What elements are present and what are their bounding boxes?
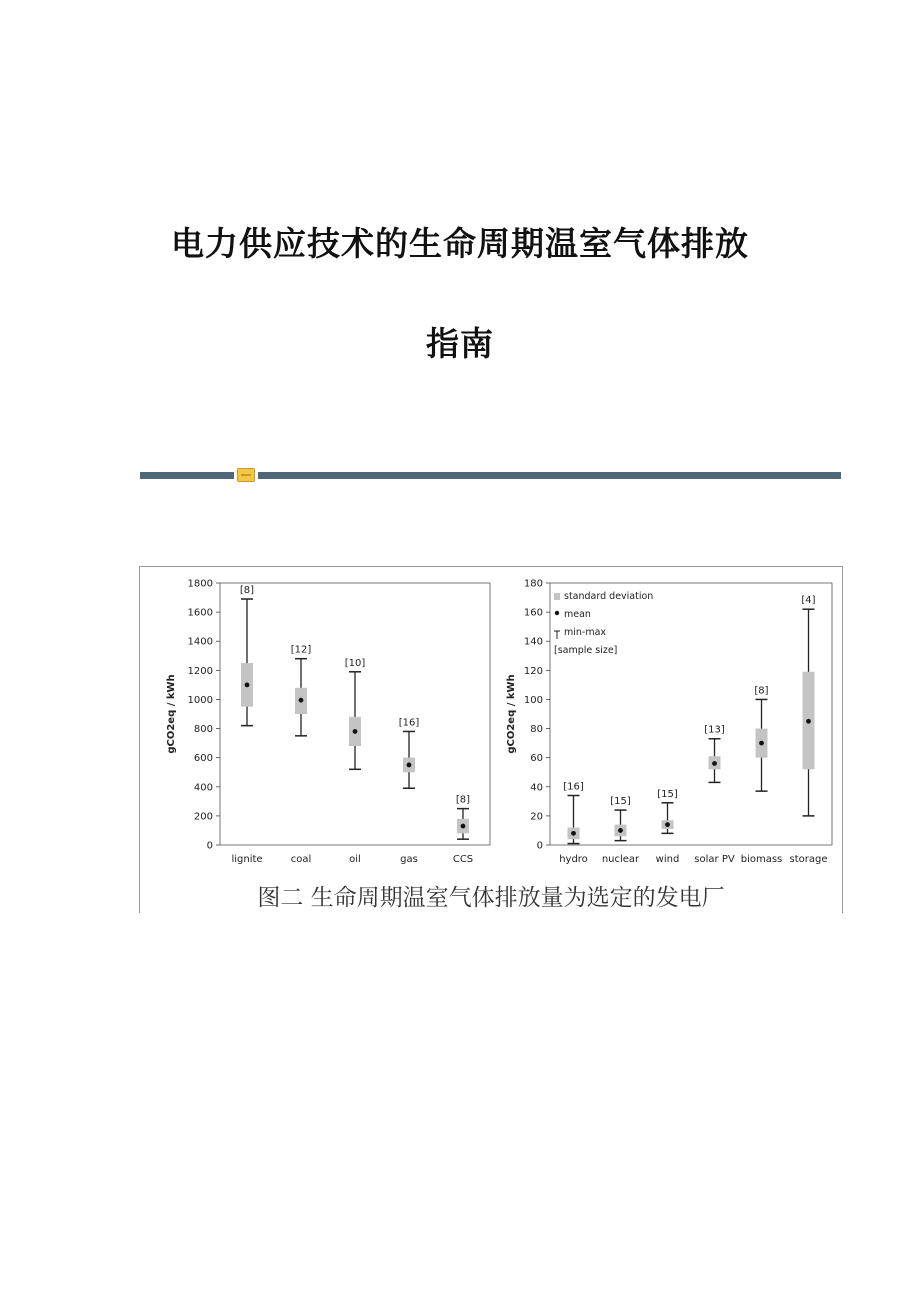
chart2-y-axis-label: gCO2eq / kWh [506, 674, 517, 754]
chart2-legend-label: standard deviation [564, 591, 654, 602]
chart2-mean-point [759, 741, 764, 746]
chart1-y-tick-label: 1200 [187, 665, 213, 677]
divider-bar-right [258, 472, 841, 479]
chart1-mean-point [245, 682, 250, 687]
chart1-y-tick-label: 1400 [187, 636, 213, 648]
chart1-mean-point [407, 763, 412, 768]
chart1-mean-point [299, 698, 304, 703]
chart2-y-tick-label: 80 [530, 724, 543, 736]
chart1-x-tick-label: coal [290, 854, 312, 865]
chart2-legend-label: mean [564, 609, 591, 620]
chart1-y-tick-label: 1600 [187, 607, 213, 619]
chart1-mean-point [353, 729, 358, 734]
chart1-y-tick-label: 200 [193, 811, 213, 823]
chart2-legend-mean-swatch [555, 611, 559, 615]
chart2-y-tick-label: 120 [523, 665, 543, 677]
divider-badge-icon [237, 468, 255, 482]
chart2-mean-point [618, 828, 623, 833]
chart2-mean-point [806, 719, 811, 724]
chart2-x-tick-label: nuclear [601, 854, 640, 865]
document-title-line-1: 电力供应技术的生命周期温室气体排放 [171, 224, 749, 263]
chart1-y-axis-label: gCO2eq / kWh [166, 674, 177, 754]
chart2-y-tick-label: 140 [523, 636, 543, 648]
emissions-charts [140, 567, 842, 879]
section-divider [140, 466, 841, 484]
chart1-y-tick-label: 600 [193, 753, 213, 765]
chart1-mean-point [461, 824, 466, 829]
chart1-sample-size-label: [10] [344, 657, 366, 669]
chart2-sample-size-label: [4] [801, 595, 816, 607]
chart1-sample-size-label: [12] [290, 644, 312, 656]
chart1-y-tick-label: 1000 [187, 694, 213, 706]
chart2-y-tick-label: 20 [530, 811, 543, 823]
chart1-x-tick-label: gas [400, 854, 418, 865]
chart2-mean-point [712, 761, 717, 766]
chart2-mean-point [571, 831, 576, 836]
chart2-y-tick-label: 180 [523, 578, 543, 590]
chart2-y-tick-label: 60 [530, 753, 543, 765]
chart2-sample-size-label: [15] [657, 788, 678, 800]
chart2-sample-size-label: [13] [704, 724, 725, 736]
divider-bar-left [140, 472, 234, 479]
chart2-y-tick-label: 100 [523, 694, 543, 706]
chart2-y-tick-label: 40 [530, 782, 543, 794]
chart2-mean-point [665, 822, 670, 827]
chart1-x-tick-label: oil [349, 854, 361, 865]
chart2-legend-sd-swatch [554, 593, 560, 600]
chart2-frame [550, 583, 832, 845]
chart2-legend-label: [sample size] [554, 645, 618, 656]
chart1-sample-size-label: [8] [455, 794, 471, 806]
figure-emissions [139, 566, 843, 913]
figure-caption: 图二 生命周期温室气体排放量为选定的发电厂 [257, 885, 725, 911]
chart2-x-tick-label: solar PV [694, 854, 735, 865]
chart1-y-tick-label: 0 [206, 840, 213, 852]
chart1-sample-size-label: [16] [398, 717, 420, 729]
chart2-y-tick-label: 0 [536, 840, 543, 852]
chart1-x-tick-label: lignite [231, 854, 263, 865]
chart2-sample-size-label: [15] [610, 796, 631, 808]
chart2-sample-size-label: [8] [754, 685, 769, 697]
chart2-sample-size-label: [16] [563, 781, 584, 793]
chart1-y-tick-label: 400 [193, 782, 213, 794]
chart2-legend-label: min-max [564, 627, 607, 638]
chart1-sample-size-label: [8] [239, 585, 255, 597]
chart2-x-tick-label: wind [655, 854, 680, 865]
document-title-line-2: 指南 [426, 324, 494, 363]
chart2-x-tick-label: hydro [559, 854, 588, 865]
chart1-y-tick-label: 1800 [187, 578, 213, 590]
chart2-x-tick-label: biomass [740, 854, 783, 865]
chart1-x-tick-label: CCS [452, 854, 474, 865]
chart2-y-tick-label: 160 [523, 607, 543, 619]
chart2-x-tick-label: storage [789, 854, 828, 865]
chart1-y-tick-label: 800 [193, 724, 213, 736]
